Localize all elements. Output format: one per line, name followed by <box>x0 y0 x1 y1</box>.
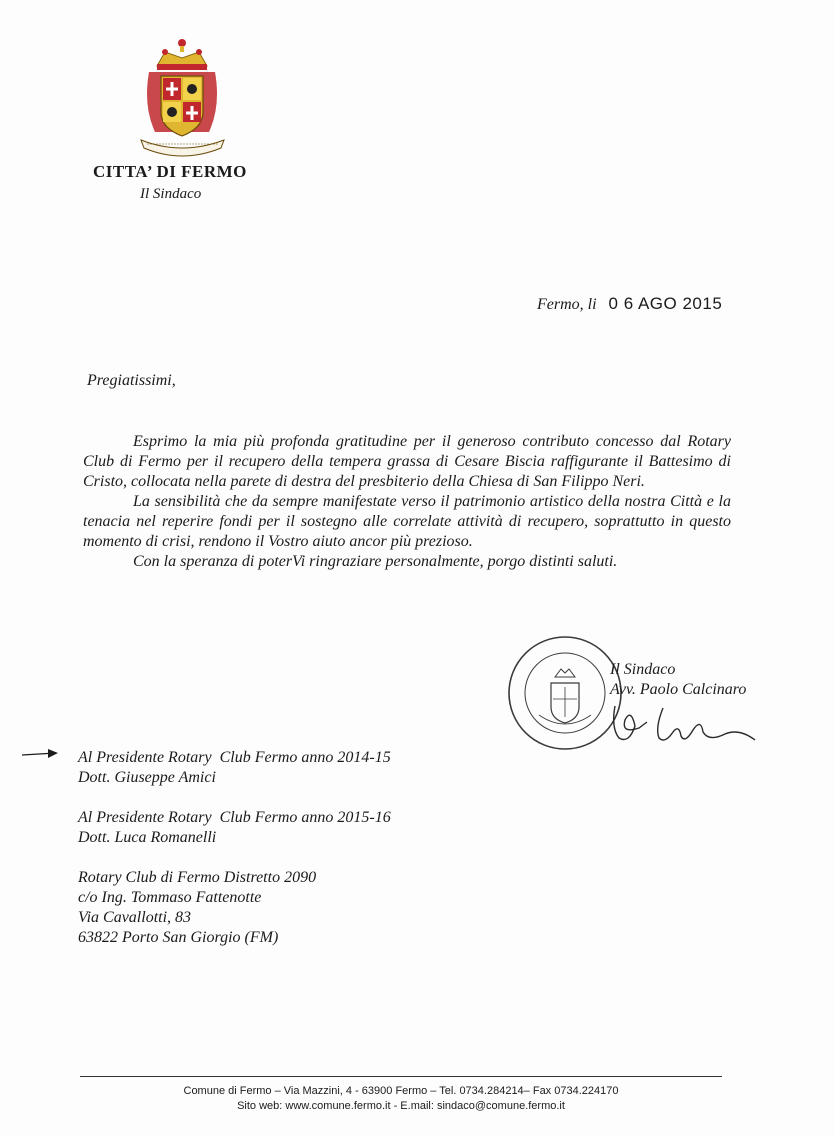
footer <box>80 1084 722 1114</box>
address-line: c/o Ing. Tommaso Fattenotte <box>78 889 262 906</box>
footer-contact: Comune di Fermo – Via Mazzini, 4 - 63900 Fermo – Tel. 0734.284214– Fax 0734.224170 <box>183 1085 619 1097</box>
recipient-name: Dott. Luca Romanelli <box>78 829 217 846</box>
signer-role: Il Sindaco <box>610 661 676 678</box>
body-paragraph: Con la speranza di poterVi ringraziare personalmente, porgo distinti saluti. <box>133 553 618 570</box>
signature-block <box>610 660 746 700</box>
recipient-block <box>78 808 391 848</box>
address-line: 63822 Porto San Giorgio (FM) <box>78 929 279 946</box>
date-stamp: 0 6 AGO 2015 <box>608 294 723 313</box>
recipient-title: Al Presidente Rotary Club Fermo anno 2014-15 <box>78 749 391 766</box>
footer-web: Sito web: www.comune.fermo.it - E.mail: sindaco@comune.fermo.it <box>237 1100 565 1112</box>
recipient-title: Al Presidente Rotary Club Fermo anno 2015-16 <box>78 809 391 826</box>
city-coat-of-arms-icon <box>135 36 230 158</box>
sender-role: Il Sindaco <box>140 186 202 202</box>
address-block <box>78 868 391 948</box>
letter-body <box>83 432 731 572</box>
signer-name: Avv. Paolo Calcinaro <box>610 681 747 698</box>
address-line: Rotary Club di Fermo Distretto 2090 <box>78 869 317 886</box>
recipient-block <box>78 748 391 788</box>
salutation: Pregiatissimi, <box>87 372 176 389</box>
footer-divider <box>80 1076 722 1077</box>
city-name: CITTA’ DI FERMO <box>93 162 247 181</box>
dateline-place: Fermo, li <box>537 296 597 313</box>
body-paragraph: La sensibilità che da sempre manifestate verso il patrimonio artistico della nostra Città e la tenacia nel reperire fondi per il sostegno alle correlate attività di recupero, soprattutto in questo momento di crisi, rendono il Vostro aiuto ancor più prezioso. <box>83 493 731 550</box>
body-paragraph: Esprimo la mia più profonda gratitudine per il generoso contributo concesso dal Rotary Club di Fermo per il recupero della tempera grassa di Cesare Biscia raffigurante il Battesimo di Cristo, collocata nella parete di destra del presbiterio della Chiesa di San Filippo Neri. <box>83 433 731 490</box>
arrow-icon <box>22 748 62 760</box>
dateline <box>537 294 722 314</box>
recipient-name: Dott. Giuseppe Amici <box>78 769 216 786</box>
recipients <box>78 748 391 968</box>
address-line: Via Cavallotti, 83 <box>78 909 192 926</box>
